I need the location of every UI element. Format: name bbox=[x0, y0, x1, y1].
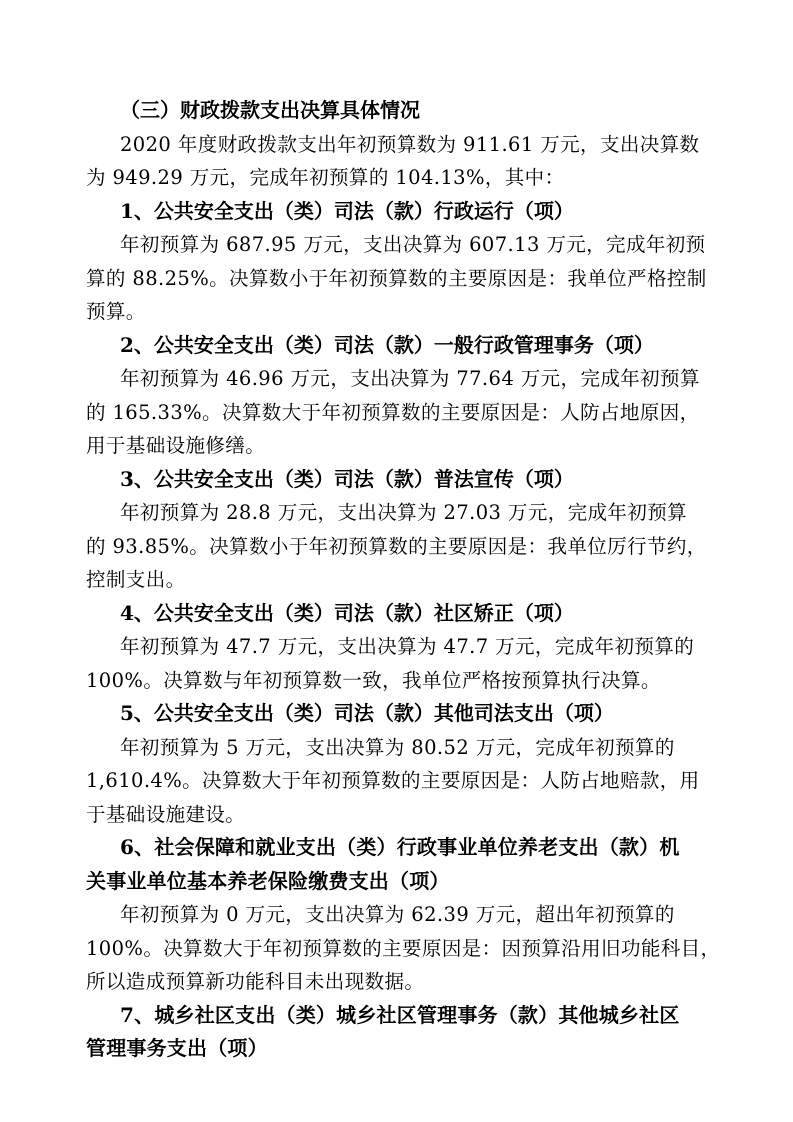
item-2-heading: 2、公共安全支出（类）司法（款）一般行政管理事务（项） bbox=[120, 332, 654, 357]
item-7-heading-line-1: 7、城乡社区支出（类）城乡社区管理事务（款）其他城乡社区 bbox=[120, 1002, 680, 1027]
item-3-line-3: 控制支出。 bbox=[86, 568, 186, 591]
section-title: （三）财政拨款支出决算具体情况 bbox=[120, 98, 420, 122]
item-1-line-2: 算的 88.25%。决算数小于年初预算数的主要原因是：我单位严格控制 bbox=[86, 266, 707, 290]
item-2-line-2: 的 165.33%。决算数大于年初预算数的主要原因是：人防占地原因， bbox=[86, 400, 700, 424]
item-6-heading-line-2: 关事业单位基本养老保险缴费支出（项） bbox=[86, 868, 450, 893]
item-5-line-1: 年初预算为 5 万元，支出决算为 80.52 万元，完成年初预算的 bbox=[120, 735, 675, 759]
item-4-heading: 4、公共安全支出（类）司法（款）社区矫正（项） bbox=[120, 600, 574, 625]
item-3-line-2: 的 93.85%。决算数小于年初预算数的主要原因是：我单位厉行节约， bbox=[86, 534, 707, 558]
document-page bbox=[86, 94, 726, 1066]
item-1-line-1: 年初预算为 687.95 万元，支出决算为 607.13 万元，完成年初预 bbox=[120, 233, 706, 256]
item-2-line-1: 年初预算为 46.96 万元，支出决算为 77.64 万元，完成年初预算 bbox=[120, 367, 700, 390]
item-4-line-2: 100%。决算数与年初预算数一致，我单位严格按预算执行决算。 bbox=[86, 668, 661, 692]
item-6-line-1: 年初预算为 0 万元，支出决算为 62.39 万元，超出年初预算的 bbox=[120, 903, 675, 926]
item-1-heading: 1、公共安全支出（类）司法（款）行政运行（项） bbox=[120, 198, 574, 223]
item-2-line-3: 用于基础设施修缮。 bbox=[86, 434, 266, 457]
item-6-line-3: 所以造成预算新功能科目未出现数据。 bbox=[86, 970, 425, 993]
intro-line-1: 2020 年度财政拨款支出年初预算数为 911.61 万元，支出决算数 bbox=[120, 132, 700, 156]
item-7-heading-line-2: 管理事务支出（项） bbox=[86, 1036, 268, 1060]
item-5-line-2: 1,610.4%。决算数大于年初预算数的主要原因是：人防占地赔款，用 bbox=[86, 769, 700, 792]
intro-line-2: 为 949.29 万元，完成年初预算的 104.13%，其中： bbox=[86, 166, 565, 189]
item-4-line-1: 年初预算为 47.7 万元，支出决算为 47.7 万元，完成年初预算的 bbox=[120, 635, 695, 658]
item-6-line-2: 100%。决算数大于年初预算数的主要原因是：因预算沿用旧功能科目， bbox=[86, 936, 721, 960]
item-1-line-3: 预算。 bbox=[86, 300, 146, 323]
item-3-heading: 3、公共安全支出（类）司法（款）普法宣传（项） bbox=[120, 466, 574, 491]
item-5-line-3: 于基础设施建设。 bbox=[86, 802, 246, 826]
item-6-heading-line-1: 6、社会保障和就业支出（类）行政事业单位养老支出（款）机 bbox=[120, 835, 680, 859]
item-5-heading: 5、公共安全支出（类）司法（款）其他司法支出（项） bbox=[120, 701, 614, 725]
item-3-line-1: 年初预算为 28.8 万元，支出决算为 27.03 万元，完成年初预算 bbox=[120, 501, 688, 524]
